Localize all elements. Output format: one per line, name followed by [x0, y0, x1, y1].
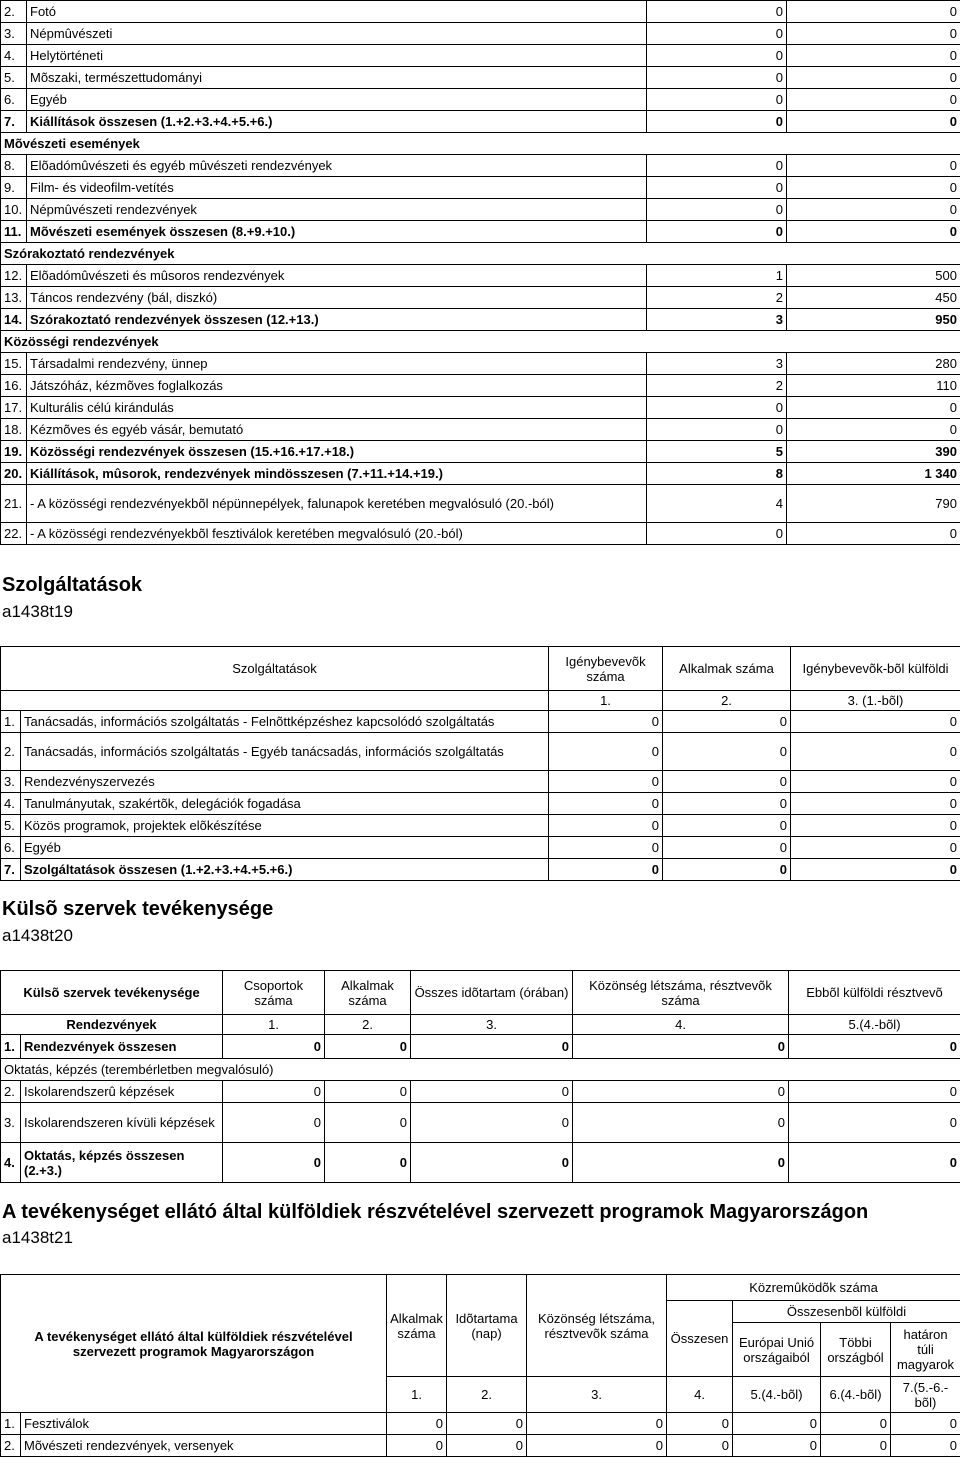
- cell-value: 0: [573, 1035, 789, 1059]
- cell-attendance: 0: [787, 89, 960, 111]
- cell-count: 0: [647, 23, 787, 45]
- cell-count: 0: [647, 523, 787, 545]
- row-label: Szolgáltatások összesen (1.+2.+3.+4.+5.+6.): [21, 859, 549, 881]
- cell-count: 0: [647, 67, 787, 89]
- table-row: [1, 815, 960, 837]
- external-colnum-3: 3.: [411, 1015, 573, 1035]
- table-row: [1, 155, 960, 177]
- foreign-header-main: A tevékenységet ellátó által külföldiek részvételével szervezett programok Magyarországon: [1, 1275, 387, 1413]
- cell-value: 0: [325, 1143, 411, 1183]
- foreign-header-col2: Idõtartama (nap): [447, 1275, 527, 1377]
- row-number: 5.: [1, 815, 21, 837]
- row-number: 16.: [1, 375, 27, 397]
- table-row: [1, 793, 960, 815]
- cell-attendance: 390: [787, 441, 960, 463]
- row-label: - A közösségi rendezvényekbõl fesztiválok keretében megvalósuló (20.-ból): [27, 523, 647, 545]
- foreign-header-col6: Többi országból: [821, 1323, 891, 1377]
- table-row: [1, 67, 960, 89]
- table-row: [1, 733, 960, 771]
- section-label: Szórakoztató rendezvények: [1, 243, 960, 265]
- table-row: [1, 221, 960, 243]
- cell-value: 0: [549, 815, 663, 837]
- table-row: [1, 265, 960, 287]
- cell-value: 0: [549, 859, 663, 881]
- cell-count: 0: [647, 89, 787, 111]
- cell-attendance: 1 340: [787, 463, 960, 485]
- row-label: Kézmõves és egyéb vásár, bemutató: [27, 419, 647, 441]
- section-code-foreign: a1438t21: [2, 1228, 73, 1247]
- row-number: 1.: [1, 711, 21, 733]
- foreign-colnum-2: 2.: [447, 1377, 527, 1413]
- cell-count: 2: [647, 287, 787, 309]
- table-row: [1, 45, 960, 67]
- services-colnum-3: 3. (1.-bõl): [791, 691, 960, 711]
- cell-value: 0: [549, 771, 663, 793]
- table-row: [1, 309, 960, 331]
- cell-count: 0: [647, 397, 787, 419]
- cell-value: 0: [667, 1435, 733, 1457]
- cell-count: 3: [647, 353, 787, 375]
- row-number: 3.: [1, 771, 21, 793]
- row-label: Mõvészeti rendezvények, versenyek: [21, 1435, 387, 1457]
- external-colnum-1: 1.: [223, 1015, 325, 1035]
- cell-value: 0: [733, 1435, 821, 1457]
- cell-value: 0: [549, 837, 663, 859]
- cell-count: 0: [647, 177, 787, 199]
- cell-value: 0: [789, 1035, 960, 1059]
- cell-value: 0: [573, 1081, 789, 1103]
- row-number: 5.: [1, 67, 27, 89]
- cell-count: 1: [647, 265, 787, 287]
- external-table: [0, 970, 960, 1183]
- cell-value: 0: [387, 1413, 447, 1435]
- table-row: [1, 89, 960, 111]
- cell-count: 8: [647, 463, 787, 485]
- row-label: Iskolarendszerû képzések: [21, 1081, 223, 1103]
- section-row: [1, 133, 960, 155]
- foreign-header-col1: Alkalmak száma: [387, 1275, 447, 1377]
- row-label: Helytörténeti: [27, 45, 647, 67]
- cell-attendance: 0: [787, 155, 960, 177]
- section-row: [1, 243, 960, 265]
- row-label: Mõszaki, természettudományi: [27, 67, 647, 89]
- table-row: [1, 23, 960, 45]
- row-label: Rendezvények összesen: [21, 1035, 223, 1059]
- row-label: Közösségi rendezvények összesen (15.+16.+17.+18.): [27, 441, 647, 463]
- section-label: Oktatás, képzés (terembérletben megvalósuló): [1, 1059, 960, 1081]
- row-number: 19.: [1, 441, 27, 463]
- services-colnum-2: 2.: [663, 691, 791, 711]
- section-label: Mõvészeti események: [1, 133, 960, 155]
- foreign-header-col3: Közönség létszáma, résztvevõk száma: [527, 1275, 667, 1377]
- cell-count: 0: [647, 45, 787, 67]
- cell-attendance: 280: [787, 353, 960, 375]
- row-label: - A közösségi rendezvényekbõl népünnepélyek, falunapok keretében megvalósuló (20.-ból): [27, 485, 647, 523]
- cell-attendance: 0: [787, 523, 960, 545]
- row-label: Mõvészeti események összesen (8.+9.+10.): [27, 221, 647, 243]
- row-number: 7.: [1, 111, 27, 133]
- activities-table: [0, 0, 960, 545]
- cell-attendance: 0: [787, 111, 960, 133]
- services-header-col2: Alkalmak száma: [663, 647, 791, 691]
- row-label: Közös programok, projektek elõkészítése: [21, 815, 549, 837]
- row-label: Tanulmányutak, szakértõk, delegációk fogadása: [21, 793, 549, 815]
- row-number: 3.: [1, 1103, 21, 1143]
- row-label: Fesztiválok: [21, 1413, 387, 1435]
- cell-attendance: 450: [787, 287, 960, 309]
- cell-attendance: 110: [787, 375, 960, 397]
- row-label: Egyéb: [21, 837, 549, 859]
- services-header-col1: Igénybevevõk száma: [549, 647, 663, 691]
- cell-value: 0: [223, 1143, 325, 1183]
- cell-value: 0: [411, 1035, 573, 1059]
- row-number: 9.: [1, 177, 27, 199]
- row-label: Fotó: [27, 1, 647, 23]
- section-title-foreign: A tevékenységet ellátó által külföldiek részvételével szervezett programok Magyarországon: [2, 1201, 869, 1223]
- table-row: [1, 1143, 960, 1183]
- cell-count: 4: [647, 485, 787, 523]
- row-label: Népmûvészeti rendezvények: [27, 199, 647, 221]
- table-row: [1, 419, 960, 441]
- row-number: 1.: [1, 1413, 21, 1435]
- row-number: 1.: [1, 1035, 21, 1059]
- external-header-main: Külsõ szervek tevékenysége: [1, 971, 223, 1015]
- foreign-header-sub: Összesenbõl külföldi: [733, 1301, 960, 1323]
- foreign-header-col7: határon túli magyarok: [891, 1323, 960, 1377]
- cell-attendance: 0: [787, 419, 960, 441]
- cell-value: 0: [325, 1035, 411, 1059]
- cell-value: 0: [789, 1081, 960, 1103]
- cell-count: 0: [647, 199, 787, 221]
- table-row: [1, 771, 960, 793]
- cell-value: 0: [411, 1143, 573, 1183]
- cell-attendance: 0: [787, 177, 960, 199]
- cell-value: 0: [325, 1081, 411, 1103]
- foreign-colnum-5: 5.(4.-bõl): [733, 1377, 821, 1413]
- row-label: Oktatás, képzés összesen (2.+3.): [21, 1143, 223, 1183]
- table-row: [1, 837, 960, 859]
- foreign-colnum-6: 6.(4.-bõl): [821, 1377, 891, 1413]
- cell-value: 0: [549, 793, 663, 815]
- table-row: [1, 1413, 960, 1435]
- cell-value: 0: [791, 859, 960, 881]
- row-label: Film- és videofilm-vetítés: [27, 177, 647, 199]
- row-label: Tanácsadás, információs szolgáltatás - Felnõttképzéshez kapcsolódó szolgáltatás: [21, 711, 549, 733]
- cell-value: 0: [573, 1143, 789, 1183]
- row-number: 2.: [1, 1435, 21, 1457]
- cell-value: 0: [789, 1143, 960, 1183]
- cell-value: 0: [789, 1103, 960, 1143]
- external-colnum-4: 4.: [573, 1015, 789, 1035]
- table-row: [1, 353, 960, 375]
- row-number: 11.: [1, 221, 27, 243]
- section-code-external: a1438t20: [2, 926, 73, 945]
- foreign-colnum-3: 3.: [527, 1377, 667, 1413]
- cell-value: 0: [663, 793, 791, 815]
- external-header-col5: Ebbõl külföldi résztvevõ: [789, 971, 960, 1015]
- services-table: [0, 646, 960, 881]
- row-label: Kulturális célú kirándulás: [27, 397, 647, 419]
- table-row: [1, 111, 960, 133]
- cell-value: 0: [791, 793, 960, 815]
- row-number: 6.: [1, 837, 21, 859]
- cell-count: 0: [647, 419, 787, 441]
- cell-value: 0: [549, 711, 663, 733]
- cell-value: 0: [821, 1413, 891, 1435]
- cell-attendance: 0: [787, 67, 960, 89]
- cell-value: 0: [325, 1103, 411, 1143]
- cell-attendance: 0: [787, 23, 960, 45]
- row-number: 21.: [1, 485, 27, 523]
- row-number: 4.: [1, 1143, 21, 1183]
- cell-count: 0: [647, 155, 787, 177]
- cell-attendance: 500: [787, 265, 960, 287]
- section-title-services: Szolgáltatások: [2, 574, 143, 596]
- row-number: 22.: [1, 523, 27, 545]
- cell-value: 0: [527, 1413, 667, 1435]
- cell-value: 0: [387, 1435, 447, 1457]
- cell-value: 0: [447, 1413, 527, 1435]
- table-row: [1, 287, 960, 309]
- row-label: Iskolarendszeren kívüli képzések: [21, 1103, 223, 1143]
- table-row: [1, 523, 960, 545]
- external-header-col1: Csoportok száma: [223, 971, 325, 1015]
- row-number: 18.: [1, 419, 27, 441]
- external-header-sub: Rendezvények: [1, 1015, 223, 1035]
- cell-value: 0: [411, 1103, 573, 1143]
- row-label: Társadalmi rendezvény, ünnep: [27, 353, 647, 375]
- table-row: [1, 711, 960, 733]
- row-number: 3.: [1, 23, 27, 45]
- cell-attendance: 950: [787, 309, 960, 331]
- row-label: Táncos rendezvény (bál, diszkó): [27, 287, 647, 309]
- row-number: 2.: [1, 1081, 21, 1103]
- cell-value: 0: [791, 837, 960, 859]
- cell-value: 0: [667, 1413, 733, 1435]
- cell-value: 0: [663, 711, 791, 733]
- cell-value: 0: [663, 837, 791, 859]
- cell-value: 0: [663, 815, 791, 837]
- external-colnum-2: 2.: [325, 1015, 411, 1035]
- services-header-col3: Igénybevevõk-bõl külföldi: [791, 647, 960, 691]
- table-row: [1, 1435, 960, 1457]
- row-number: 10.: [1, 199, 27, 221]
- section-row: [1, 1059, 960, 1081]
- row-label: Tanácsadás, információs szolgáltatás - Egyéb tanácsadás, információs szolgáltatás: [21, 733, 549, 771]
- cell-value: 0: [527, 1435, 667, 1457]
- cell-value: 0: [891, 1435, 960, 1457]
- cell-value: 0: [733, 1413, 821, 1435]
- row-number: 7.: [1, 859, 21, 881]
- cell-count: 0: [647, 1, 787, 23]
- cell-attendance: 0: [787, 221, 960, 243]
- cell-count: 2: [647, 375, 787, 397]
- row-label: Rendezvényszervezés: [21, 771, 549, 793]
- foreign-header-group: Közremûködõk száma: [667, 1275, 960, 1301]
- foreign-table: [0, 1274, 960, 1457]
- row-label: Egyéb: [27, 89, 647, 111]
- foreign-colnum-4: 4.: [667, 1377, 733, 1413]
- cell-attendance: 0: [787, 45, 960, 67]
- table-row: [1, 1103, 960, 1143]
- row-number: 13.: [1, 287, 27, 309]
- cell-count: 3: [647, 309, 787, 331]
- cell-value: 0: [663, 859, 791, 881]
- services-colnum-1: 1.: [549, 691, 663, 711]
- cell-count: 0: [647, 221, 787, 243]
- section-label: Közösségi rendezvények: [1, 331, 960, 353]
- cell-value: 0: [791, 815, 960, 837]
- row-label: Játszóház, kézmõves foglalkozás: [27, 375, 647, 397]
- external-header-col4: Közönség létszáma, résztvevõk száma: [573, 971, 789, 1015]
- row-number: 6.: [1, 89, 27, 111]
- table-row: [1, 397, 960, 419]
- foreign-header-col5: Európai Unió országaiból: [733, 1323, 821, 1377]
- cell-value: 0: [791, 711, 960, 733]
- table-row: [1, 1035, 960, 1059]
- services-header-main: Szolgáltatások: [1, 647, 549, 691]
- cell-attendance: 0: [787, 1, 960, 23]
- row-number: 12.: [1, 265, 27, 287]
- table-row: [1, 859, 960, 881]
- services-header-blank: [1, 691, 549, 711]
- row-number: 2.: [1, 733, 21, 771]
- row-number: 14.: [1, 309, 27, 331]
- cell-attendance: 790: [787, 485, 960, 523]
- cell-value: 0: [791, 733, 960, 771]
- cell-value: 0: [891, 1413, 960, 1435]
- row-label: Elõadómûvészeti és egyéb mûvészeti rendezvények: [27, 155, 647, 177]
- table-row: [1, 463, 960, 485]
- row-label: Kiállítások összesen (1.+2.+3.+4.+5.+6.): [27, 111, 647, 133]
- row-number: 4.: [1, 793, 21, 815]
- table-row: [1, 441, 960, 463]
- cell-count: 5: [647, 441, 787, 463]
- cell-attendance: 0: [787, 397, 960, 419]
- table-row: [1, 1, 960, 23]
- cell-value: 0: [791, 771, 960, 793]
- cell-count: 0: [647, 111, 787, 133]
- cell-value: 0: [223, 1081, 325, 1103]
- row-number: 2.: [1, 1, 27, 23]
- row-number: 17.: [1, 397, 27, 419]
- row-number: 15.: [1, 353, 27, 375]
- foreign-header-col4: Összesen: [667, 1301, 733, 1377]
- cell-value: 0: [223, 1103, 325, 1143]
- table-row: [1, 177, 960, 199]
- table-row: [1, 375, 960, 397]
- table-row: [1, 199, 960, 221]
- section-code-services: a1438t19: [2, 602, 73, 621]
- row-number: 4.: [1, 45, 27, 67]
- cell-value: 0: [549, 733, 663, 771]
- cell-attendance: 0: [787, 199, 960, 221]
- table-row: [1, 1081, 960, 1103]
- external-header-col2: Alkalmak száma: [325, 971, 411, 1015]
- cell-value: 0: [573, 1103, 789, 1143]
- section-title-external: Külsõ szervek tevékenysége: [2, 898, 274, 920]
- external-colnum-5: 5.(4.-bõl): [789, 1015, 960, 1035]
- foreign-colnum-7: 7.(5.-6.-bõl): [891, 1377, 960, 1413]
- row-label: Elõadómûvészeti és mûsoros rendezvények: [27, 265, 647, 287]
- row-label: Népmûvészeti: [27, 23, 647, 45]
- cell-value: 0: [663, 771, 791, 793]
- cell-value: 0: [821, 1435, 891, 1457]
- table-row: [1, 485, 960, 523]
- cell-value: 0: [663, 733, 791, 771]
- cell-value: 0: [411, 1081, 573, 1103]
- row-label: Kiállítások, mûsorok, rendezvények mindösszesen (7.+11.+14.+19.): [27, 463, 647, 485]
- cell-value: 0: [223, 1035, 325, 1059]
- row-number: 20.: [1, 463, 27, 485]
- section-row: [1, 331, 960, 353]
- foreign-colnum-1: 1.: [387, 1377, 447, 1413]
- cell-value: 0: [447, 1435, 527, 1457]
- external-header-col3: Összes idõtartam (órában): [411, 971, 573, 1015]
- row-number: 8.: [1, 155, 27, 177]
- row-label: Szórakoztató rendezvények összesen (12.+13.): [27, 309, 647, 331]
